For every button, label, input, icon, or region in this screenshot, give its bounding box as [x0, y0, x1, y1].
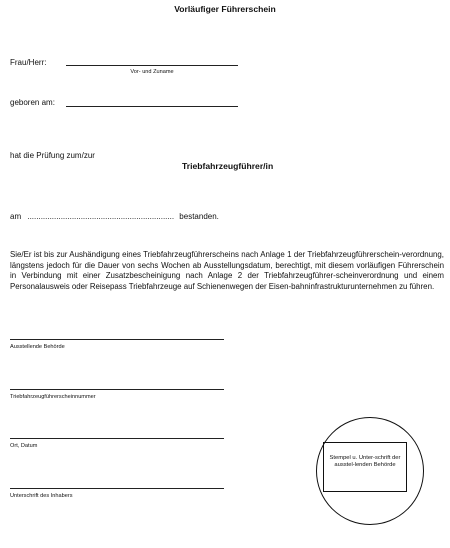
signature-caption-license-number: Triebfahrzeugführerscheinnummer — [10, 394, 96, 400]
signature-line-place-date[interactable] — [10, 438, 224, 439]
signature-caption-authority: Ausstellende Behörde — [10, 344, 65, 350]
stamp-box — [323, 442, 407, 492]
exam-date-dots[interactable]: .................................................................. — [27, 212, 175, 221]
legal-paragraph: Sie/Er ist bis zur Aushändigung eines Triebfahrzeugführerscheins nach Anlage 1 der Triebfahrzeugführerschein-verordnung, längstens jedoch für die Dauer von sechs Wochen ab Ausstellungsdatum, berechtigt, mit diesem vorläufigen Führerschein in Verbindung mit einer Zusatzbescheinigung nach Anlage 2 der Triebfahrzeugführer-scheinverordnung und einem Personalausweis oder Reisepass Triebfahrzeuge auf Schienenwegen der Eisen-bahninfrastrukturunternehmen zu führen. — [10, 250, 444, 291]
name-line[interactable] — [66, 65, 238, 66]
signature-line-holder[interactable] — [10, 488, 224, 489]
exam-intro: hat die Prüfung zum/zur — [10, 151, 95, 160]
signature-caption-holder: Unterschrift des Inhabers — [10, 493, 73, 499]
born-label: geboren am: — [10, 98, 55, 107]
document-title: Vorläufiger Führerschein — [174, 4, 276, 14]
exam-role: Triebfahrzeugführer/in — [182, 161, 274, 171]
born-line[interactable] — [66, 106, 238, 107]
signature-caption-place-date: Ort, Datum — [10, 443, 38, 449]
signature-line-license-number[interactable] — [10, 389, 224, 390]
exam-date-row — [10, 212, 219, 221]
stamp-text: Stempel u. Unter-schrift der ausstel-lenden Behörde — [329, 455, 401, 469]
exam-date-prefix: am — [10, 212, 22, 221]
signature-line-authority[interactable] — [10, 339, 224, 340]
name-caption: Vor- und Zuname — [130, 69, 174, 75]
name-label: Frau/Herr: — [10, 58, 47, 67]
exam-date-suffix: bestanden. — [179, 212, 219, 221]
